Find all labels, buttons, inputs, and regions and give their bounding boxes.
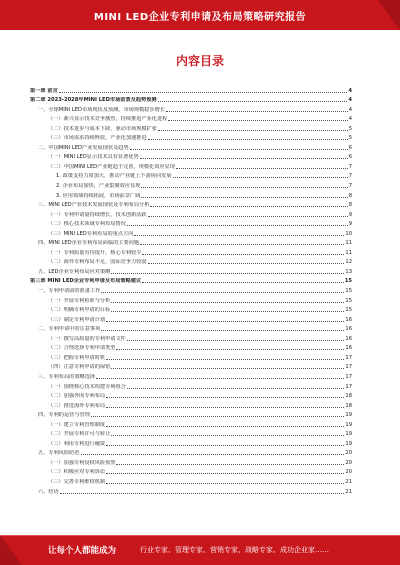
toc-entry-text: （一）新兴显示技术竞争激烈，持续推进产业化进程 [48,116,168,123]
toc-entry-text: 第三章 MINI LED企业专利申请及布局策略建议 [30,278,142,285]
toc-page-number: 19 [345,431,352,438]
toc-entry-text: （一）开展专利检索与分析 [48,297,111,304]
footer-experts: 行业专家、管理专家、营销专家、战略专家、成功企业家…… [140,546,329,554]
footer-rule [0,535,400,536]
toc-entry[interactable] [30,94,352,104]
toc-entry[interactable] [30,399,352,409]
toc-leader-dots [101,330,344,331]
toc-leader-dots [127,340,345,341]
toc-page-number: 20 [345,450,352,457]
toc-leader-dots [141,197,347,198]
page-header [0,0,400,30]
toc-entry-text: （三）把握专利申请时机 [48,354,106,361]
toc-entry[interactable] [30,275,352,285]
toc-leader-dots [127,225,348,226]
toc-entry[interactable] [30,390,352,400]
toc-page-number: 7 [348,173,352,180]
toc-leader-dots [142,254,344,255]
toc-leader-dots [148,216,348,217]
toc-entry[interactable] [30,113,352,123]
toc-entry-text: （一）专利质量有待提升，核心专利较少 [48,249,142,256]
toc-page-number: 15 [345,288,352,295]
toc-page-number: 15 [344,278,352,285]
toc-entry-text: （二）海外专利布局不足，国际竞争力较弱 [48,259,147,266]
toc-entry[interactable] [30,237,352,247]
toc-page-number: 6 [348,144,352,151]
toc-entry-text: 四、专利的运营与管理 [38,412,90,419]
toc-entry[interactable] [30,208,352,218]
toc-page-number: 8 [348,192,352,199]
toc-leader-dots [106,397,344,398]
toc-leader-dots [173,177,348,178]
toc-entry[interactable] [30,428,352,438]
toc-leader-dots [140,158,348,159]
toc-page-number: 16 [345,335,352,342]
toc-entry-text: 2. 企业布局加快，产业集聚效应显现 [56,183,141,190]
toc-leader-dots [106,473,344,474]
toc-page-number: 21 [345,488,352,495]
toc-entry-text: （一）围绕核心技术构建专利组合 [48,383,126,390]
toc-page-number: 17 [345,383,352,390]
page-footer [0,535,400,565]
toc-leader-dots [150,206,347,207]
toc-entry[interactable] [30,313,352,323]
toc-entry[interactable] [30,475,352,485]
toc-page-number: 15 [345,307,352,314]
toc-leader-dots [106,445,344,446]
toc-entry[interactable] [30,351,352,361]
toc-leader-dots [116,349,344,350]
toc-entry-text: 三、专利布局的策略选择 [38,373,96,380]
toc-leader-dots [106,321,344,322]
toc-entry[interactable] [30,141,352,151]
toc-page-number: 15 [345,297,352,304]
toc-entry[interactable] [30,179,352,189]
toc-entry-text: （三）利用专利进行融资 [48,440,106,447]
toc-page-number: 12 [345,259,352,266]
toc-entry[interactable] [30,466,352,476]
toc-entry[interactable] [30,409,352,419]
toc-entry[interactable] [30,342,352,352]
toc-page-number: 17 [345,373,352,380]
toc-page-number: 5 [348,135,352,142]
toc-page-number: 16 [345,326,352,333]
toc-leader-dots [111,435,344,436]
report-title: MINI LED企业专利申请及布局策略研究报告 [93,12,307,23]
toc-entry-text: 一、专利申请前的准备工作 [38,288,101,295]
toc-page-number: 8 [348,202,352,209]
toc-page-number: 9 [348,221,352,228]
toc-entry-text: （三）完善专利维权机制 [48,478,106,485]
toc-entry-text: （二）积极应对专利诉讼 [48,469,106,476]
footer-accent-shape [0,535,22,565]
toc-entry[interactable] [30,485,352,495]
toc-page-number: 11 [345,249,352,256]
toc-leader-dots [60,493,345,494]
toc-entry[interactable] [30,246,352,256]
toc-entry-text: （三）推进海外专利布局 [48,402,106,409]
toc-leader-dots [176,168,348,169]
toc-page-number: 5 [348,125,352,132]
toc-page-number: 18 [345,393,352,400]
toc-page-number: 7 [348,183,352,190]
toc-entry-text: 二、专利申请中的注意事项 [38,326,101,333]
toc-page-number: 9 [348,211,352,218]
toc-entry-text: （三）MINI LED专利布局的重点方向 [48,230,134,237]
toc-entry[interactable] [30,151,352,161]
toc-leader-dots [91,416,345,417]
toc-page-number: 4 [348,116,352,123]
toc-entry-text: 第一章 前言 [30,87,58,94]
toc-entry[interactable] [30,160,352,170]
toc-entry[interactable] [30,189,352,199]
toc-entry[interactable] [30,323,352,333]
toc-page-number: 4 [348,87,352,94]
toc-leader-dots [158,130,348,131]
toc-leader-dots [111,273,344,274]
toc-page-number: 19 [345,412,352,419]
toc-entry[interactable] [30,304,352,314]
toc-page-number: 16 [345,316,352,323]
toc-leader-dots [106,483,344,484]
toc-page-number: 20 [345,469,352,476]
toc-entry[interactable] [30,456,352,466]
toc-entry[interactable] [30,284,352,294]
toc-page-number: 17 [345,354,352,361]
toc-entry[interactable] [30,103,352,113]
toc-entry[interactable] [30,132,352,142]
toc-page-number: 4 [348,106,352,113]
toc-entry[interactable] [30,418,352,428]
toc-entry[interactable] [30,84,352,94]
toc-leader-dots [59,92,348,93]
toc-entry-text: （三）市场需求持续释放，产业化加速推进 [48,135,147,142]
toc-leader-dots [111,368,344,369]
toc-entry[interactable] [30,380,352,390]
toc-page-number: 10 [345,230,352,237]
toc-entry-text: 六、结语 [38,488,59,495]
toc-entry-text: （二）合理选择专利申请类型 [48,345,116,352]
toc-entry[interactable] [30,294,352,304]
toc-entry[interactable] [30,227,352,237]
toc-leader-dots [166,111,348,112]
toc-entry-text: （二）核心技术领域专利布局情况 [48,221,126,228]
toc-entry-text: （二）加强外围专利布局 [48,393,106,400]
toc-entry-text: （一）加强专利侵权风险预警 [48,459,116,466]
toc-entry[interactable] [30,122,352,132]
toc-entry-text: 四、MINI LED企业专利布局面临的主要问题 [38,240,140,247]
toc-entry[interactable] [30,361,352,371]
toc-entry-text: （一）撰写高质量的专利申请文件 [48,335,126,342]
toc-entry-text: 五、专利风险防范 [38,450,80,457]
toc-page-number: 19 [345,421,352,428]
toc-leader-dots [130,149,348,150]
toc-leader-dots [168,120,347,121]
toc-entry-text: （二）中国MINI LED产业链趋于完善，规模化效应显现 [48,163,175,170]
toc-entry[interactable] [30,218,352,228]
toc-leader-dots [127,388,345,389]
toc-entry-text: 3. 应用领域持续拓展，市场前景广阔 [56,192,141,199]
toc-entry-text: （二）开展专利许可与转让 [48,431,111,438]
toc-entry[interactable] [30,437,352,447]
toc-page-number: 11 [345,240,352,247]
toc-page-number: 21 [345,478,352,485]
toc-leader-dots [81,454,345,455]
toc-leader-dots [106,359,344,360]
toc-page-number: 16 [345,345,352,352]
footer-slogan: 让每个人都能成为 [48,546,117,556]
toc-entry-text: （一）MINI LED显示技术具有显著优势 [48,154,139,161]
toc-entry-text: （一）建立专利管理制度 [48,421,106,428]
toc-leader-dots [106,407,344,408]
toc-entry[interactable] [30,256,352,266]
toc-leader-dots [96,378,344,379]
toc-entry-text: 1. 政策支持力度加大，推动产业链上下游协同发展 [56,173,172,180]
toc-page-number: 17 [345,364,352,371]
table-of-contents [30,84,352,495]
toc-leader-dots [106,426,344,427]
toc-entry[interactable] [30,370,352,380]
toc-entry-text: （四）注意专利申请的保密 [48,364,111,371]
toc-leader-dots [148,139,348,140]
toc-entry-text: 一、全球MINI LED市场现状及预测，市场规模稳步增长 [38,106,165,113]
toc-page-number: 18 [345,402,352,409]
toc-entry-text: （一）专利申请量持续增长，技术创新活跃 [48,211,147,218]
toc-leader-dots [116,464,344,465]
toc-leader-dots [101,292,344,293]
toc-entry[interactable] [30,265,352,275]
toc-entry-text: 第二章 2023-2028年MINI LED市场前景及趋势预测 [30,97,157,104]
toc-leader-dots [111,311,344,312]
toc-leader-dots [148,263,345,264]
toc-entry-text: 三、MINI LED产业技术发展现状及专利布局分析 [38,202,150,209]
toc-page-number: 13 [345,268,352,275]
toc-leader-dots [134,235,344,236]
toc-page-number: 7 [348,163,352,170]
toc-entry-text: （二）技术进步与成本下降，驱动市场规模扩张 [48,125,157,132]
toc-leader-dots [140,244,344,245]
toc-entry[interactable] [30,332,352,342]
toc-entry-text: 五、LED企业专利布局应对策略 [38,268,111,275]
toc-entry-text: （三）制定专利申请计划 [48,316,106,323]
toc-entry[interactable] [30,447,352,457]
toc-page-number: 19 [345,440,352,447]
toc-leader-dots [141,187,347,188]
toc-leader-dots [142,282,344,283]
toc-leader-dots [111,302,344,303]
toc-page-number: 4 [348,97,352,104]
toc-heading: 内容目录 [175,54,224,68]
toc-entry-text: （二）明确专利申请的目标 [48,307,111,314]
toc-entry[interactable] [30,199,352,209]
toc-entry-text: 二、中国MINI LED产业发展现状及趋势 [38,144,129,151]
toc-leader-dots [158,101,348,102]
toc-entry[interactable] [30,170,352,180]
toc-page-number: 20 [345,459,352,466]
toc-page-number: 6 [348,154,352,161]
